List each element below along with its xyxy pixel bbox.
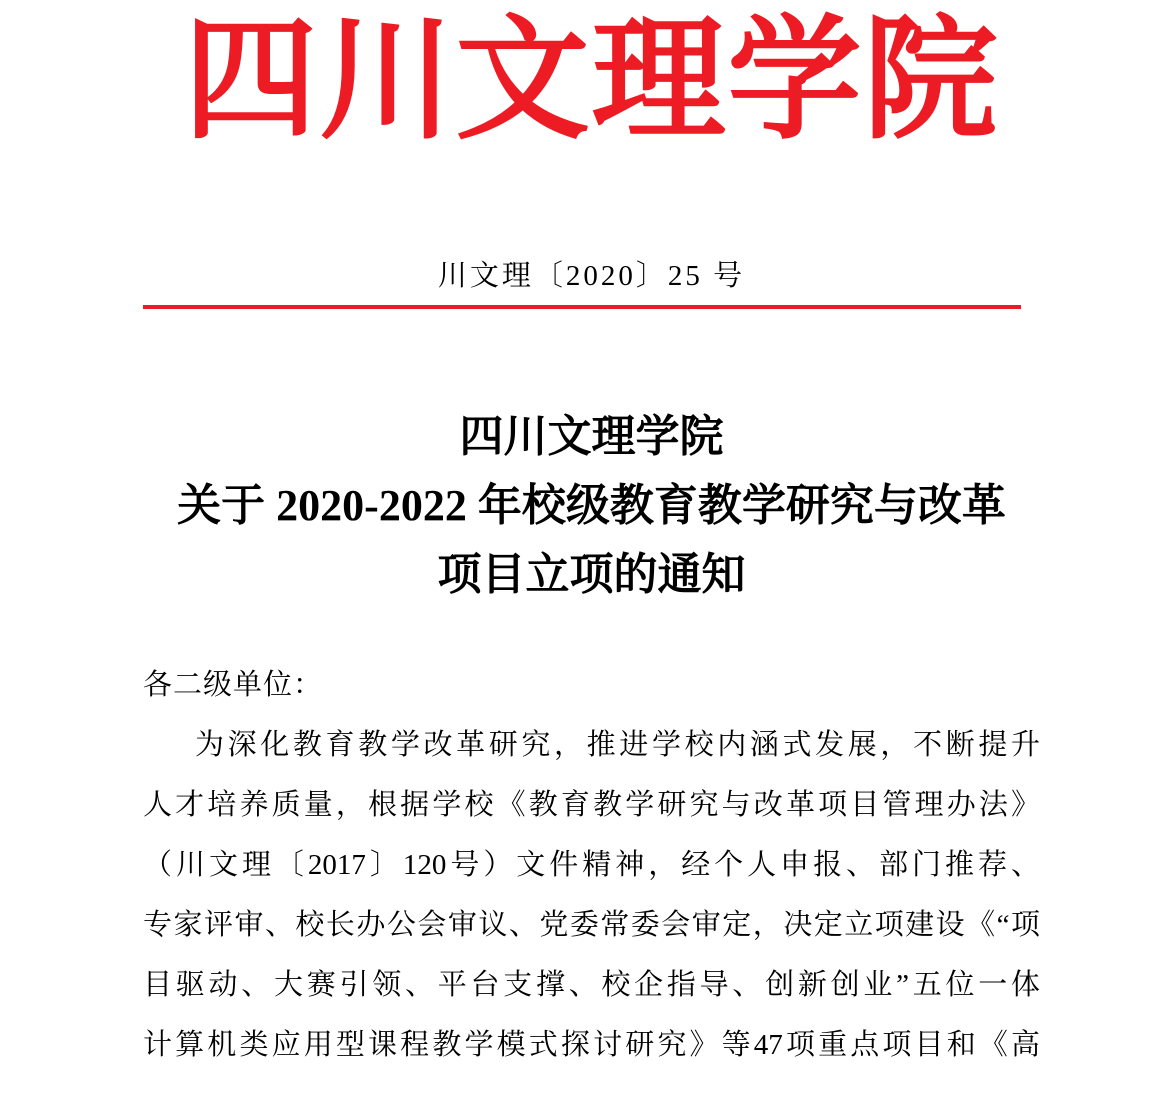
paragraph-line-4: 专家评审、校长办公会审议、党委常委会审定，决定立项建设《“项 [143,909,1040,941]
salutation: 各二级单位： [143,669,324,701]
notice-title-line-3: 项目立项的通知 [437,550,746,599]
document-content [143,0,1040,1101]
university-name: 四川文理学院 [183,7,1000,155]
red-divider-line [143,305,1021,309]
body-paragraph [143,715,1040,1075]
paragraph-line-2: 人才培养质量，根据学校《教育教学研究与改革项目管理办法》 [143,789,1040,821]
paragraph-line-3: （川文理〔2017〕120号）文件精神，经个人申报、部门推荐、 [143,849,1040,881]
notice-title-line-1: 四川文理学院 [459,412,724,461]
paragraph-line-6: 计算机类应用型课程教学模式探讨研究》等47项重点项目和《高 [143,1029,1040,1061]
notice-title-line-2: 关于 2020-2022 年校级教育教学研究与改革 [177,481,1006,530]
document-number: 川文理〔2020〕25 号 [437,260,746,292]
notice-title [143,402,1040,609]
paragraph-line-5: 目驱动、大赛引领、平台支撑、校企指导、创新创业”五位一体 [143,969,1040,1001]
paragraph-line-1: 为深化教育教学改革研究，推进学校内涵式发展，不断提升 [195,729,1040,761]
